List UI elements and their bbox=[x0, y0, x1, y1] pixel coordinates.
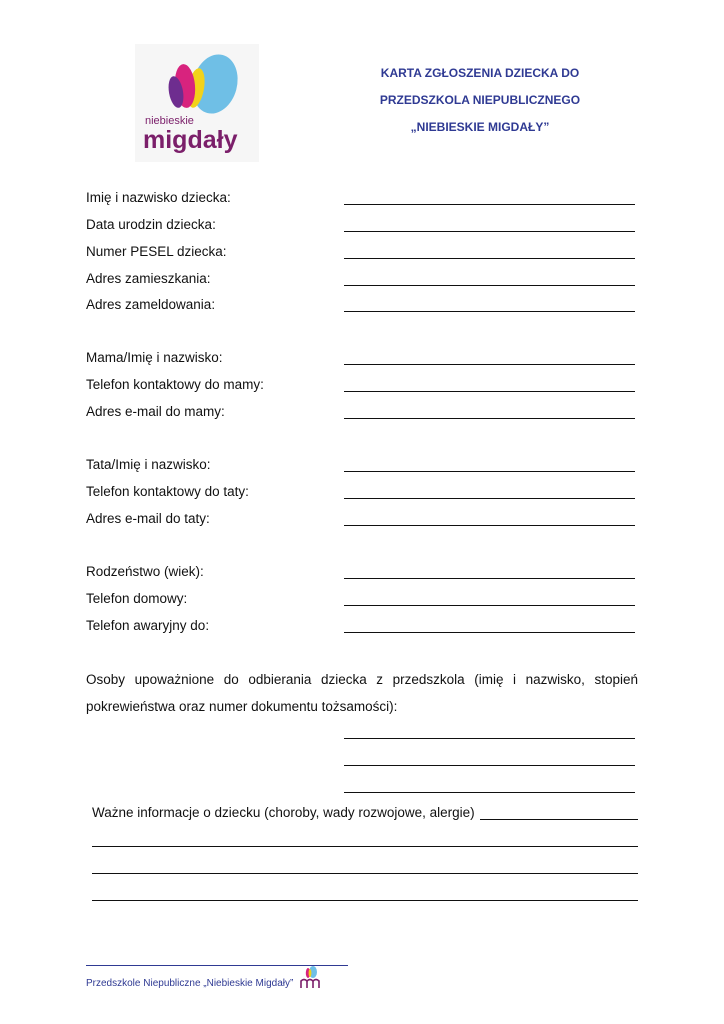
footer-logo-icon bbox=[298, 966, 322, 990]
authorized-person-field-1[interactable] bbox=[344, 738, 635, 739]
mother-phone-field[interactable] bbox=[344, 391, 635, 392]
child-registered-address-field[interactable] bbox=[344, 311, 635, 312]
emergency-phone-label: Telefon awaryjny do: bbox=[86, 618, 210, 633]
father-name-label: Tata/Imię i nazwisko: bbox=[86, 457, 211, 472]
home-phone-field[interactable] bbox=[344, 605, 635, 606]
logo-top-text: niebieskie bbox=[145, 115, 194, 127]
child-registered-address-label: Adres zameldowania: bbox=[86, 297, 216, 312]
child-name-label: Imię i nazwisko dziecka: bbox=[86, 190, 231, 205]
emergency-phone-field[interactable] bbox=[344, 632, 635, 633]
siblings-label: Rodzeństwo (wiek): bbox=[86, 564, 204, 579]
child-birthdate-field[interactable] bbox=[344, 231, 635, 232]
father-email-label: Adres e-mail do taty: bbox=[86, 511, 210, 526]
important-info-field-2[interactable] bbox=[92, 846, 638, 847]
child-birthdate-label: Data urodzin dziecka: bbox=[86, 217, 216, 232]
logo-main-text: migdały bbox=[143, 126, 238, 154]
child-pesel-field[interactable] bbox=[344, 258, 635, 259]
siblings-field[interactable] bbox=[344, 578, 635, 579]
mother-phone-label: Telefon kontaktowy do mamy: bbox=[86, 377, 264, 392]
home-phone-label: Telefon domowy: bbox=[86, 591, 188, 606]
form-title-line-1: KARTA ZGŁOSZENIA DZIECKA DO bbox=[380, 66, 580, 80]
form-title-line-3: „NIEBIESKIE MIGDAŁY” bbox=[410, 120, 550, 134]
important-info-field-3[interactable] bbox=[92, 873, 638, 874]
authorized-persons-text: Osoby upoważnione do odbierania dziecka z przedszkola (imię i nazwisko, stopień pokrewieństwa oraz numer dokumentu tożsamości): bbox=[86, 672, 638, 714]
important-info-field-4[interactable] bbox=[92, 900, 638, 901]
father-phone-label: Telefon kontaktowy do taty: bbox=[86, 484, 249, 499]
mother-name-label: Mama/Imię i nazwisko: bbox=[86, 350, 223, 365]
child-name-field[interactable] bbox=[344, 204, 635, 205]
father-email-field[interactable] bbox=[344, 525, 635, 526]
father-name-field[interactable] bbox=[344, 471, 635, 472]
authorized-person-field-3[interactable] bbox=[344, 792, 635, 793]
father-phone-field[interactable] bbox=[344, 498, 635, 499]
footer-text: Przedszkole Niepubliczne „Niebieskie Migdały” bbox=[86, 978, 294, 989]
authorized-person-field-2[interactable] bbox=[344, 765, 635, 766]
child-address-field[interactable] bbox=[344, 285, 635, 286]
niebieskie-migdaly-logo bbox=[135, 44, 259, 162]
form-title-line-2: PRZEDSZKOLA NIEPUBLICZNEGO bbox=[379, 93, 581, 107]
mother-name-field[interactable] bbox=[344, 364, 635, 365]
mother-email-field[interactable] bbox=[344, 418, 635, 419]
mother-email-label: Adres e-mail do mamy: bbox=[86, 404, 225, 419]
child-address-label: Adres zamieszkania: bbox=[86, 271, 211, 286]
important-info-field-inline[interactable] bbox=[480, 819, 638, 820]
important-info-label: Ważne informacje o dziecku (choroby, wady rozwojowe, alergie) bbox=[92, 805, 475, 820]
child-pesel-label: Numer PESEL dziecka: bbox=[86, 244, 227, 259]
